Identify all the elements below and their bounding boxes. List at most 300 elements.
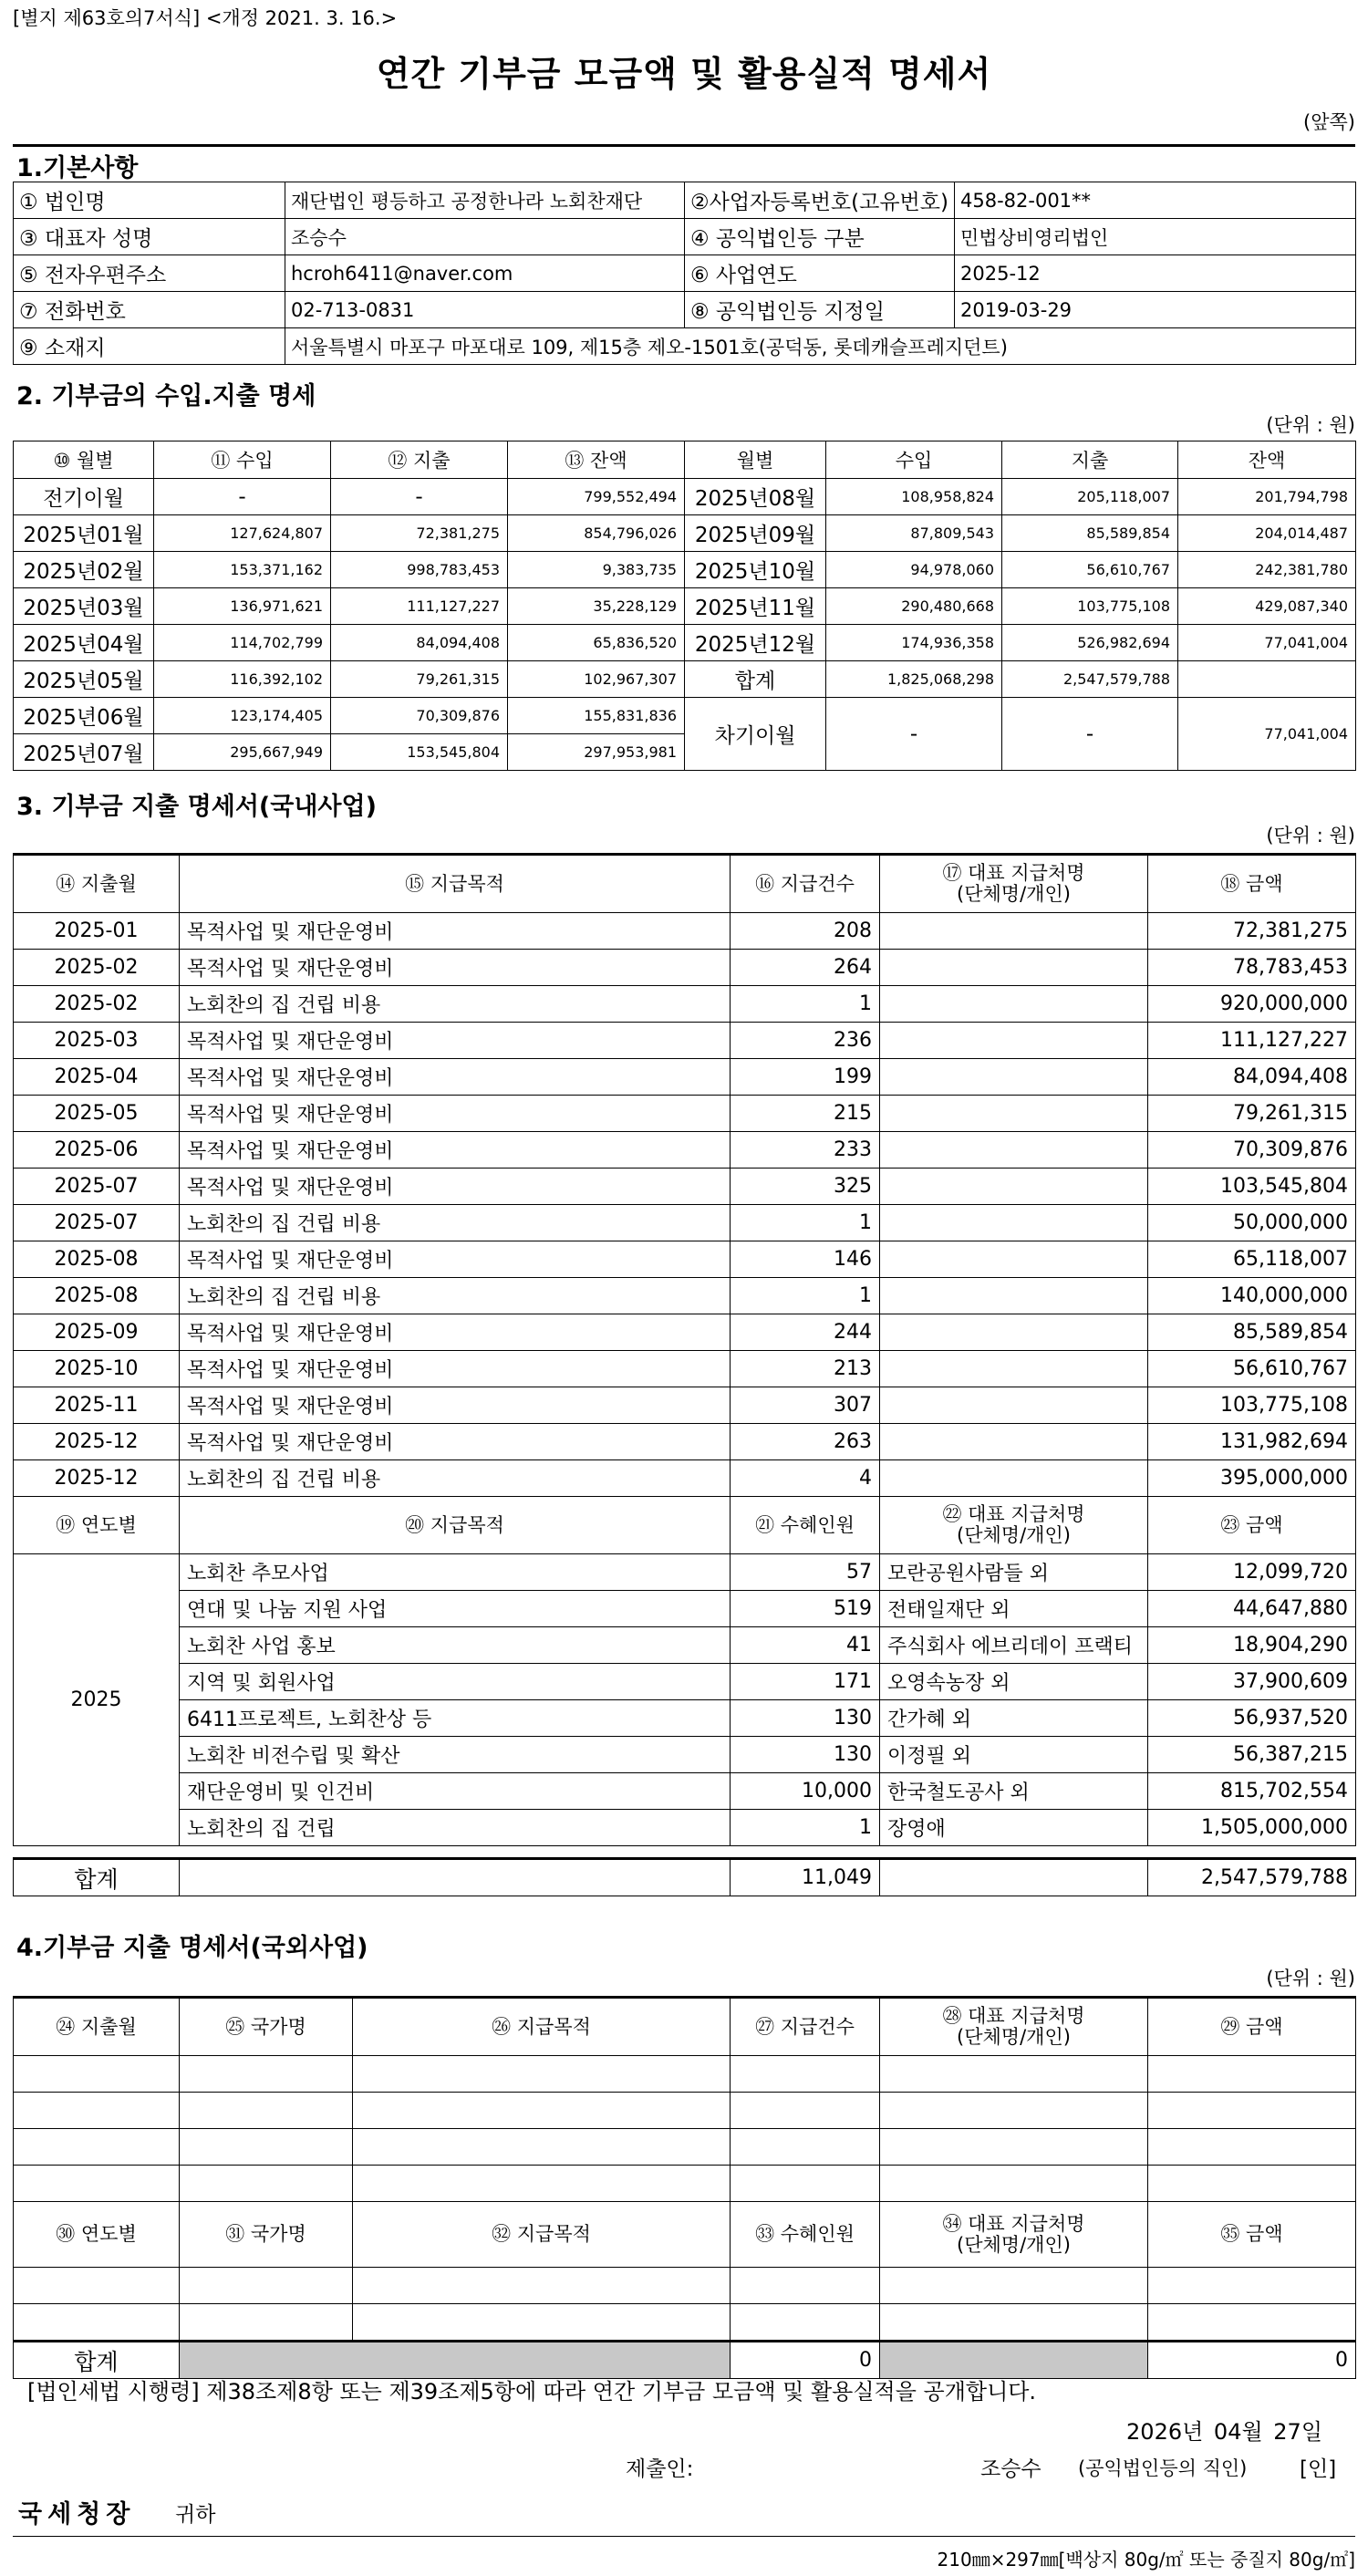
header-beneficiaries: ㉝ 수혜인원 (731, 2202, 880, 2268)
purpose-cell: 6411프로젝트, 노회찬상 등 (180, 1700, 731, 1737)
unit-label: (단위 : 원) (1266, 825, 1355, 847)
total-blank (880, 1859, 1148, 1896)
month-cell: 2025-07 (14, 1205, 180, 1241)
addressee-suffix: 귀하 (175, 2503, 216, 2527)
income-cell: 136,971,621 (154, 588, 331, 625)
addressee: 국세청장 (18, 2500, 136, 2529)
amount-cell: 131,982,694 (1148, 1424, 1356, 1460)
expense-row (14, 1059, 1356, 1096)
income-row (14, 515, 1356, 552)
column-header: ⑫ 지출 (331, 441, 508, 479)
payee-cell (880, 1096, 1148, 1132)
count-cell: 10,000 (731, 1773, 880, 1810)
year-expense-row (14, 1773, 1356, 1810)
income-cell: 108,958,824 (826, 479, 1002, 515)
header-payee (880, 1497, 1148, 1554)
month-cell: 2025-05 (14, 1096, 180, 1132)
count-cell: 215 (731, 1096, 880, 1132)
month-cell: 2025년06월 (14, 698, 154, 734)
expense-cell: 153,545,804 (331, 734, 508, 771)
seal-mark: [인] (1300, 2457, 1337, 2481)
section-foreign-title: 4.기부금 지출 명세서(국외사업) (16, 1934, 368, 1962)
income-cell: 295,667,949 (154, 734, 331, 771)
expense-row (14, 950, 1356, 986)
count-cell: 1 (731, 1278, 880, 1314)
purpose-cell: 목적사업 및 재단운영비 (180, 1096, 731, 1132)
month-cell: 2025-10 (14, 1351, 180, 1387)
submission-date: 2026년 04월 27일 (1126, 2419, 1322, 2445)
income-cell: 94,978,060 (826, 552, 1002, 588)
payee-cell: 모란공원사람들 외 (880, 1554, 1148, 1591)
table-row (14, 2093, 1356, 2129)
payee-cell (880, 1278, 1148, 1314)
income-cell: 116,392,102 (154, 661, 331, 698)
amount-cell: 111,127,227 (1148, 1023, 1356, 1059)
expense-cell: 84,094,408 (331, 625, 508, 661)
month-cell: 2025년03월 (14, 588, 154, 625)
count-cell: 325 (731, 1169, 880, 1205)
expense-row (14, 1241, 1356, 1278)
payee-cell (880, 1023, 1148, 1059)
amount-cell: 395,000,000 (1148, 1460, 1356, 1497)
field-value: 02-713-0831 (285, 292, 685, 328)
field-value: 조승수 (285, 219, 685, 255)
header-beneficiaries: ㉑ 수혜인원 (731, 1497, 880, 1554)
legal-statement: [법인세법 시행령] 제38조제8항 또는 제39조제5항에 따라 연간 기부금 모금액 및 활용실적을 공개합니다. (27, 2379, 1037, 2405)
expense-cell: 111,127,227 (331, 588, 508, 625)
amount-cell: 815,702,554 (1148, 1773, 1356, 1810)
payee-cell (880, 1351, 1148, 1387)
header-country: ㉛ 국가명 (180, 2202, 353, 2268)
count-cell: 519 (731, 1591, 880, 1627)
income-cell: 153,371,162 (154, 552, 331, 588)
count-cell: 171 (731, 1664, 880, 1700)
expense-row (14, 1278, 1356, 1314)
purpose-cell: 목적사업 및 재단운영비 (180, 950, 731, 986)
income-row (14, 479, 1356, 515)
month-cell: 2025년08월 (685, 479, 826, 515)
expense-cell: 205,118,007 (1002, 479, 1178, 515)
amount-cell: 12,099,720 (1148, 1554, 1356, 1591)
amount-cell: 103,775,108 (1148, 1387, 1356, 1424)
balance-cell: 201,794,798 (1178, 479, 1356, 515)
balance-cell: 297,953,981 (508, 734, 685, 771)
field-value: 민법상비영리법인 (955, 219, 1356, 255)
purpose-cell: 지역 및 회원사업 (180, 1664, 731, 1700)
balance-cell: 204,014,487 (1178, 515, 1356, 552)
income-cell: 127,624,807 (154, 515, 331, 552)
expense-row (14, 1424, 1356, 1460)
purpose-cell: 목적사업 및 재단운영비 (180, 1169, 731, 1205)
count-cell: 41 (731, 1627, 880, 1664)
field-value: 재단법인 평등하고 공정한나라 노회찬재단 (285, 182, 685, 219)
year-expense-row (14, 1627, 1356, 1664)
section-divider (13, 144, 1355, 147)
payee-cell (880, 1241, 1148, 1278)
purpose-cell: 목적사업 및 재단운영비 (180, 1132, 731, 1169)
field-value: 2019-03-29 (955, 292, 1356, 328)
expense-row (14, 1205, 1356, 1241)
purpose-cell: 재단운영비 및 인건비 (180, 1773, 731, 1810)
balance-cell: 65,836,520 (508, 625, 685, 661)
spacer-cell (731, 1846, 880, 1859)
domestic-expense-table (13, 853, 1356, 1896)
month-cell: 2025-11 (14, 1387, 180, 1424)
field-label: ⑦ 전화번호 (14, 292, 285, 328)
month-cell: 2025년10월 (685, 552, 826, 588)
balance-cell: 799,552,494 (508, 479, 685, 515)
amount-cell: 85,589,854 (1148, 1314, 1356, 1351)
expense-cell: 72,381,275 (331, 515, 508, 552)
amount-cell: 84,094,408 (1148, 1059, 1356, 1096)
balance-cell: 155,831,836 (508, 698, 685, 734)
payee-cell (880, 1424, 1148, 1460)
basic-info-table (13, 182, 1356, 365)
expense-cell: 998,783,453 (331, 552, 508, 588)
purpose-cell: 노회찬의 집 건립 비용 (180, 1460, 731, 1497)
expense-cell: - (331, 479, 508, 515)
spacer-cell (1148, 1846, 1356, 1859)
header-amount: ㉟ 금액 (1148, 2202, 1356, 2268)
payee-cell: 장영애 (880, 1810, 1148, 1846)
column-header: 수입 (826, 441, 1002, 479)
total-count: 11,049 (731, 1859, 880, 1896)
payee-cell (880, 1132, 1148, 1169)
income-cell: - (826, 698, 1002, 771)
header-payee: ㉞ 대표 지급처명 (단체명/개인) (880, 2202, 1148, 2268)
count-cell: 130 (731, 1737, 880, 1773)
payee-cell: 오영속농장 외 (880, 1664, 1148, 1700)
amount-cell: 56,387,215 (1148, 1737, 1356, 1773)
field-value: 서울특별시 마포구 마포대로 109, 제15층 제오-1501호(공덕동, 롯데캐슬프레지던트) (285, 328, 1356, 365)
amount-cell: 79,261,315 (1148, 1096, 1356, 1132)
spacer-row (14, 1846, 1356, 1859)
count-cell: 213 (731, 1351, 880, 1387)
payee-cell: 한국철도공사 외 (880, 1773, 1148, 1810)
purpose-cell: 노회찬 사업 홍보 (180, 1627, 731, 1664)
month-cell: 2025년09월 (685, 515, 826, 552)
amount-cell: 103,545,804 (1148, 1169, 1356, 1205)
unit-label: (단위 : 원) (1266, 1968, 1355, 1989)
submitter-role: (공익법인등의 직인) (1078, 2457, 1248, 2479)
purpose-cell: 목적사업 및 재단운영비 (180, 913, 731, 950)
purpose-cell: 목적사업 및 재단운영비 (180, 1023, 731, 1059)
amount-cell: 56,937,520 (1148, 1700, 1356, 1737)
header-amount: ㉓ 금액 (1148, 1497, 1356, 1554)
month-cell: 합계 (685, 661, 826, 698)
spacer-cell (14, 1846, 180, 1859)
payee-cell (880, 1460, 1148, 1497)
expense-row (14, 1096, 1356, 1132)
field-label: ③ 대표자 성명 (14, 219, 285, 255)
payee-cell (880, 913, 1148, 950)
header-payee-line: ㉒ 대표 지급처명 (942, 1503, 1085, 1525)
month-cell: 2025년04월 (14, 625, 154, 661)
year-expense-row (14, 1554, 1356, 1591)
count-cell: 236 (731, 1023, 880, 1059)
header-country: ㉕ 국가명 (180, 1998, 353, 2056)
count-cell: 130 (731, 1700, 880, 1737)
purpose-cell: 목적사업 및 재단운영비 (180, 1387, 731, 1424)
expense-row (14, 986, 1356, 1023)
year-expense-row (14, 1591, 1356, 1627)
count-cell: 199 (731, 1059, 880, 1096)
month-cell: 2025-08 (14, 1241, 180, 1278)
front-page-label: (앞쪽) (1303, 111, 1355, 133)
purpose-cell: 노회찬의 집 건립 비용 (180, 986, 731, 1023)
basic-info-row (14, 292, 1356, 328)
paper-spec: 210㎜×297㎜[백상지 80g/㎡ 또는 중질지 80g/㎡] (937, 2549, 1355, 2571)
column-header: ⑬ 잔액 (508, 441, 685, 479)
year-header-row (14, 1497, 1356, 1554)
income-cell: 87,809,543 (826, 515, 1002, 552)
table-row (14, 2129, 1356, 2166)
balance-cell: 35,228,129 (508, 588, 685, 625)
purpose-cell: 목적사업 및 재단운영비 (180, 1351, 731, 1387)
month-cell: 2025-04 (14, 1059, 180, 1096)
expense-row (14, 1387, 1356, 1424)
count-cell: 4 (731, 1460, 880, 1497)
basic-info-row (14, 219, 1356, 255)
column-header: 지출 (1002, 441, 1178, 479)
header-payee: ㉘ 대표 지급처명 (단체명/개인) (880, 1998, 1148, 2056)
expense-row (14, 1460, 1356, 1497)
balance-cell: 854,796,026 (508, 515, 685, 552)
year-expense-row (14, 1700, 1356, 1737)
purpose-cell: 노회찬의 집 건립 비용 (180, 1205, 731, 1241)
field-label: ⑤ 전자우편주소 (14, 255, 285, 292)
amount-cell: 78,783,453 (1148, 950, 1356, 986)
field-value: hcroh6411@naver.com (285, 255, 685, 292)
form-number-note: [별지 제63호의7서식] <개정 2021. 3. 16.> (13, 7, 398, 29)
expense-cell: 2,547,579,788 (1002, 661, 1178, 698)
balance-cell (1178, 661, 1356, 698)
header-month: ㉔ 지출월 (14, 1998, 180, 2056)
unit-label: (단위 : 원) (1266, 414, 1355, 436)
purpose-cell: 노회찬 추모사업 (180, 1554, 731, 1591)
expense-cell: 103,775,108 (1002, 588, 1178, 625)
income-row (14, 552, 1356, 588)
field-label: ① 법인명 (14, 182, 285, 219)
income-cell: - (154, 479, 331, 515)
header-purpose: ⑮ 지급목적 (180, 855, 731, 913)
section-income-title: 2. 기부금의 수입.지출 명세 (16, 382, 316, 410)
purpose-cell: 목적사업 및 재단운영비 (180, 1314, 731, 1351)
income-row (14, 588, 1356, 625)
document-title: 연간 기부금 모금액 및 활용실적 명세서 (376, 54, 992, 94)
purpose-cell: 노회찬의 집 건립 (180, 1810, 731, 1846)
expense-cell: 56,610,767 (1002, 552, 1178, 588)
column-header: 월별 (685, 441, 826, 479)
table-row (14, 2304, 1356, 2342)
amount-cell: 44,647,880 (1148, 1591, 1356, 1627)
payee-cell: 주식회사 에브리데이 프랙티 (880, 1627, 1148, 1664)
payee-cell (880, 1387, 1148, 1424)
table-row (14, 2166, 1356, 2202)
header-amount: ⑱ 금액 (1148, 855, 1356, 913)
table-row (14, 2056, 1356, 2093)
purpose-cell: 목적사업 및 재단운영비 (180, 1241, 731, 1278)
year-expense-row (14, 1737, 1356, 1773)
purpose-cell: 노회찬의 집 건립 비용 (180, 1278, 731, 1314)
payee-cell: 전태일재단 외 (880, 1591, 1148, 1627)
purpose-cell: 노회찬 비전수립 및 확산 (180, 1737, 731, 1773)
payee-cell: 간가혜 외 (880, 1700, 1148, 1737)
header-payee: ⑰ 대표 지급처명 (단체명/개인) (880, 855, 1148, 913)
field-label: ⑧ 공익법인등 지정일 (685, 292, 955, 328)
expense-row (14, 1351, 1356, 1387)
expense-row (14, 1132, 1356, 1169)
total-row (14, 1859, 1356, 1896)
month-cell: 2025-02 (14, 950, 180, 986)
income-expense-table (13, 441, 1356, 771)
expense-row (14, 1314, 1356, 1351)
foreign-expense-table (13, 1996, 1356, 2379)
month-cell: 2025-07 (14, 1169, 180, 1205)
column-header: ⑪ 수입 (154, 441, 331, 479)
header-count: ㉗ 지급건수 (731, 1998, 880, 2056)
total-blank (180, 1859, 731, 1896)
balance-cell: 429,087,340 (1178, 588, 1356, 625)
expense-row (14, 1169, 1356, 1205)
purpose-cell: 목적사업 및 재단운영비 (180, 1059, 731, 1096)
expense-cell: 79,261,315 (331, 661, 508, 698)
header-year: ⑲ 연도별 (14, 1497, 180, 1554)
income-row (14, 661, 1356, 698)
expense-row (14, 1023, 1356, 1059)
count-cell: 208 (731, 913, 880, 950)
header-purpose: ㉖ 지급목적 (353, 1998, 731, 2056)
count-cell: 1 (731, 1810, 880, 1846)
total-amount: 2,547,579,788 (1148, 1859, 1356, 1896)
income-row (14, 698, 1356, 734)
bottom-divider (13, 2536, 1355, 2537)
submitter-label: 제출인: (626, 2457, 694, 2481)
purpose-cell: 연대 및 나눔 지원 사업 (180, 1591, 731, 1627)
total-label: 합계 (14, 1859, 180, 1896)
count-cell: 264 (731, 950, 880, 986)
month-cell: 2025-08 (14, 1278, 180, 1314)
income-cell: 114,702,799 (154, 625, 331, 661)
amount-cell: 70,309,876 (1148, 1132, 1356, 1169)
year-expense-row (14, 1664, 1356, 1700)
payee-cell (880, 986, 1148, 1023)
income-cell: 174,936,358 (826, 625, 1002, 661)
field-label: ④ 공익법인등 구분 (685, 219, 955, 255)
field-label: ⑨ 소재지 (14, 328, 285, 365)
month-cell: 2025-09 (14, 1314, 180, 1351)
header-purpose: ⑳ 지급목적 (180, 1497, 731, 1554)
field-value: 458-82-001** (955, 182, 1356, 219)
field-value: 2025-12 (955, 255, 1356, 292)
payee-cell (880, 950, 1148, 986)
income-cell: 290,480,668 (826, 588, 1002, 625)
year-expense-row (14, 1810, 1356, 1846)
payee-cell (880, 1314, 1148, 1351)
count-cell: 146 (731, 1241, 880, 1278)
expense-cell: - (1002, 698, 1178, 771)
column-header: ⑩ 월별 (14, 441, 154, 479)
amount-cell: 65,118,007 (1148, 1241, 1356, 1278)
payee-cell (880, 1059, 1148, 1096)
count-cell: 1 (731, 986, 880, 1023)
month-cell: 2025-06 (14, 1132, 180, 1169)
income-row (14, 625, 1356, 661)
amount-cell: 140,000,000 (1148, 1278, 1356, 1314)
basic-info-row (14, 182, 1356, 219)
spacer-cell (880, 1846, 1148, 1859)
year-cell: 2025 (14, 1554, 180, 1846)
purpose-cell: 목적사업 및 재단운영비 (180, 1424, 731, 1460)
amount-cell: 50,000,000 (1148, 1205, 1356, 1241)
basic-info-row (14, 328, 1356, 365)
header-purpose: ㉜ 지급목적 (353, 2202, 731, 2268)
amount-cell: 37,900,609 (1148, 1664, 1356, 1700)
header-payee-line: (단체명/개인) (957, 1524, 1071, 1546)
month-cell: 2025-12 (14, 1424, 180, 1460)
balance-cell: 9,383,735 (508, 552, 685, 588)
month-cell: 2025년12월 (685, 625, 826, 661)
header-year: ㉚ 연도별 (14, 2202, 180, 2268)
expense-cell: 70,309,876 (331, 698, 508, 734)
month-cell: 2025-01 (14, 913, 180, 950)
income-cell: 1,825,068,298 (826, 661, 1002, 698)
month-cell: 2025-12 (14, 1460, 180, 1497)
month-cell: 2025-02 (14, 986, 180, 1023)
section-domestic-title: 3. 기부금 지출 명세서(국내사업) (16, 793, 377, 821)
payee-cell: 이정필 외 (880, 1737, 1148, 1773)
amount-cell: 1,505,000,000 (1148, 1810, 1356, 1846)
amount-cell: 920,000,000 (1148, 986, 1356, 1023)
expense-cell: 526,982,694 (1002, 625, 1178, 661)
month-cell: 2025년05월 (14, 661, 154, 698)
month-cell: 2025년01월 (14, 515, 154, 552)
month-cell: 전기이월 (14, 479, 154, 515)
payee-cell (880, 1205, 1148, 1241)
income-cell: 123,174,405 (154, 698, 331, 734)
count-cell: 1 (731, 1205, 880, 1241)
expense-row (14, 913, 1356, 950)
balance-cell: 242,381,780 (1178, 552, 1356, 588)
header-count: ⑯ 지급건수 (731, 855, 880, 913)
amount-cell: 72,381,275 (1148, 913, 1356, 950)
table-row (14, 2268, 1356, 2304)
total-amount: 0 (1148, 2342, 1356, 2379)
submitter-name: 조승수 (980, 2457, 1042, 2481)
payee-cell (880, 1169, 1148, 1205)
header-amount: ㉙ 금액 (1148, 1998, 1356, 2056)
count-cell: 57 (731, 1554, 880, 1591)
carry-forward-label: 차기이월 (685, 698, 826, 771)
month-cell: 2025년07월 (14, 734, 154, 771)
header-month: ⑭ 지출월 (14, 855, 180, 913)
count-cell: 244 (731, 1314, 880, 1351)
balance-cell: 77,041,004 (1178, 698, 1356, 771)
spacer-cell (180, 1846, 731, 1859)
balance-cell: 77,041,004 (1178, 625, 1356, 661)
count-cell: 263 (731, 1424, 880, 1460)
field-label: ②사업자등록번호(고유번호) (685, 182, 955, 219)
total-label: 합계 (14, 2342, 180, 2379)
total-count: 0 (731, 2342, 880, 2379)
field-label: ⑥ 사업연도 (685, 255, 955, 292)
amount-cell: 18,904,290 (1148, 1627, 1356, 1664)
expense-cell: 85,589,854 (1002, 515, 1178, 552)
balance-cell: 102,967,307 (508, 661, 685, 698)
month-cell: 2025년11월 (685, 588, 826, 625)
amount-cell: 56,610,767 (1148, 1351, 1356, 1387)
month-cell: 2025년02월 (14, 552, 154, 588)
